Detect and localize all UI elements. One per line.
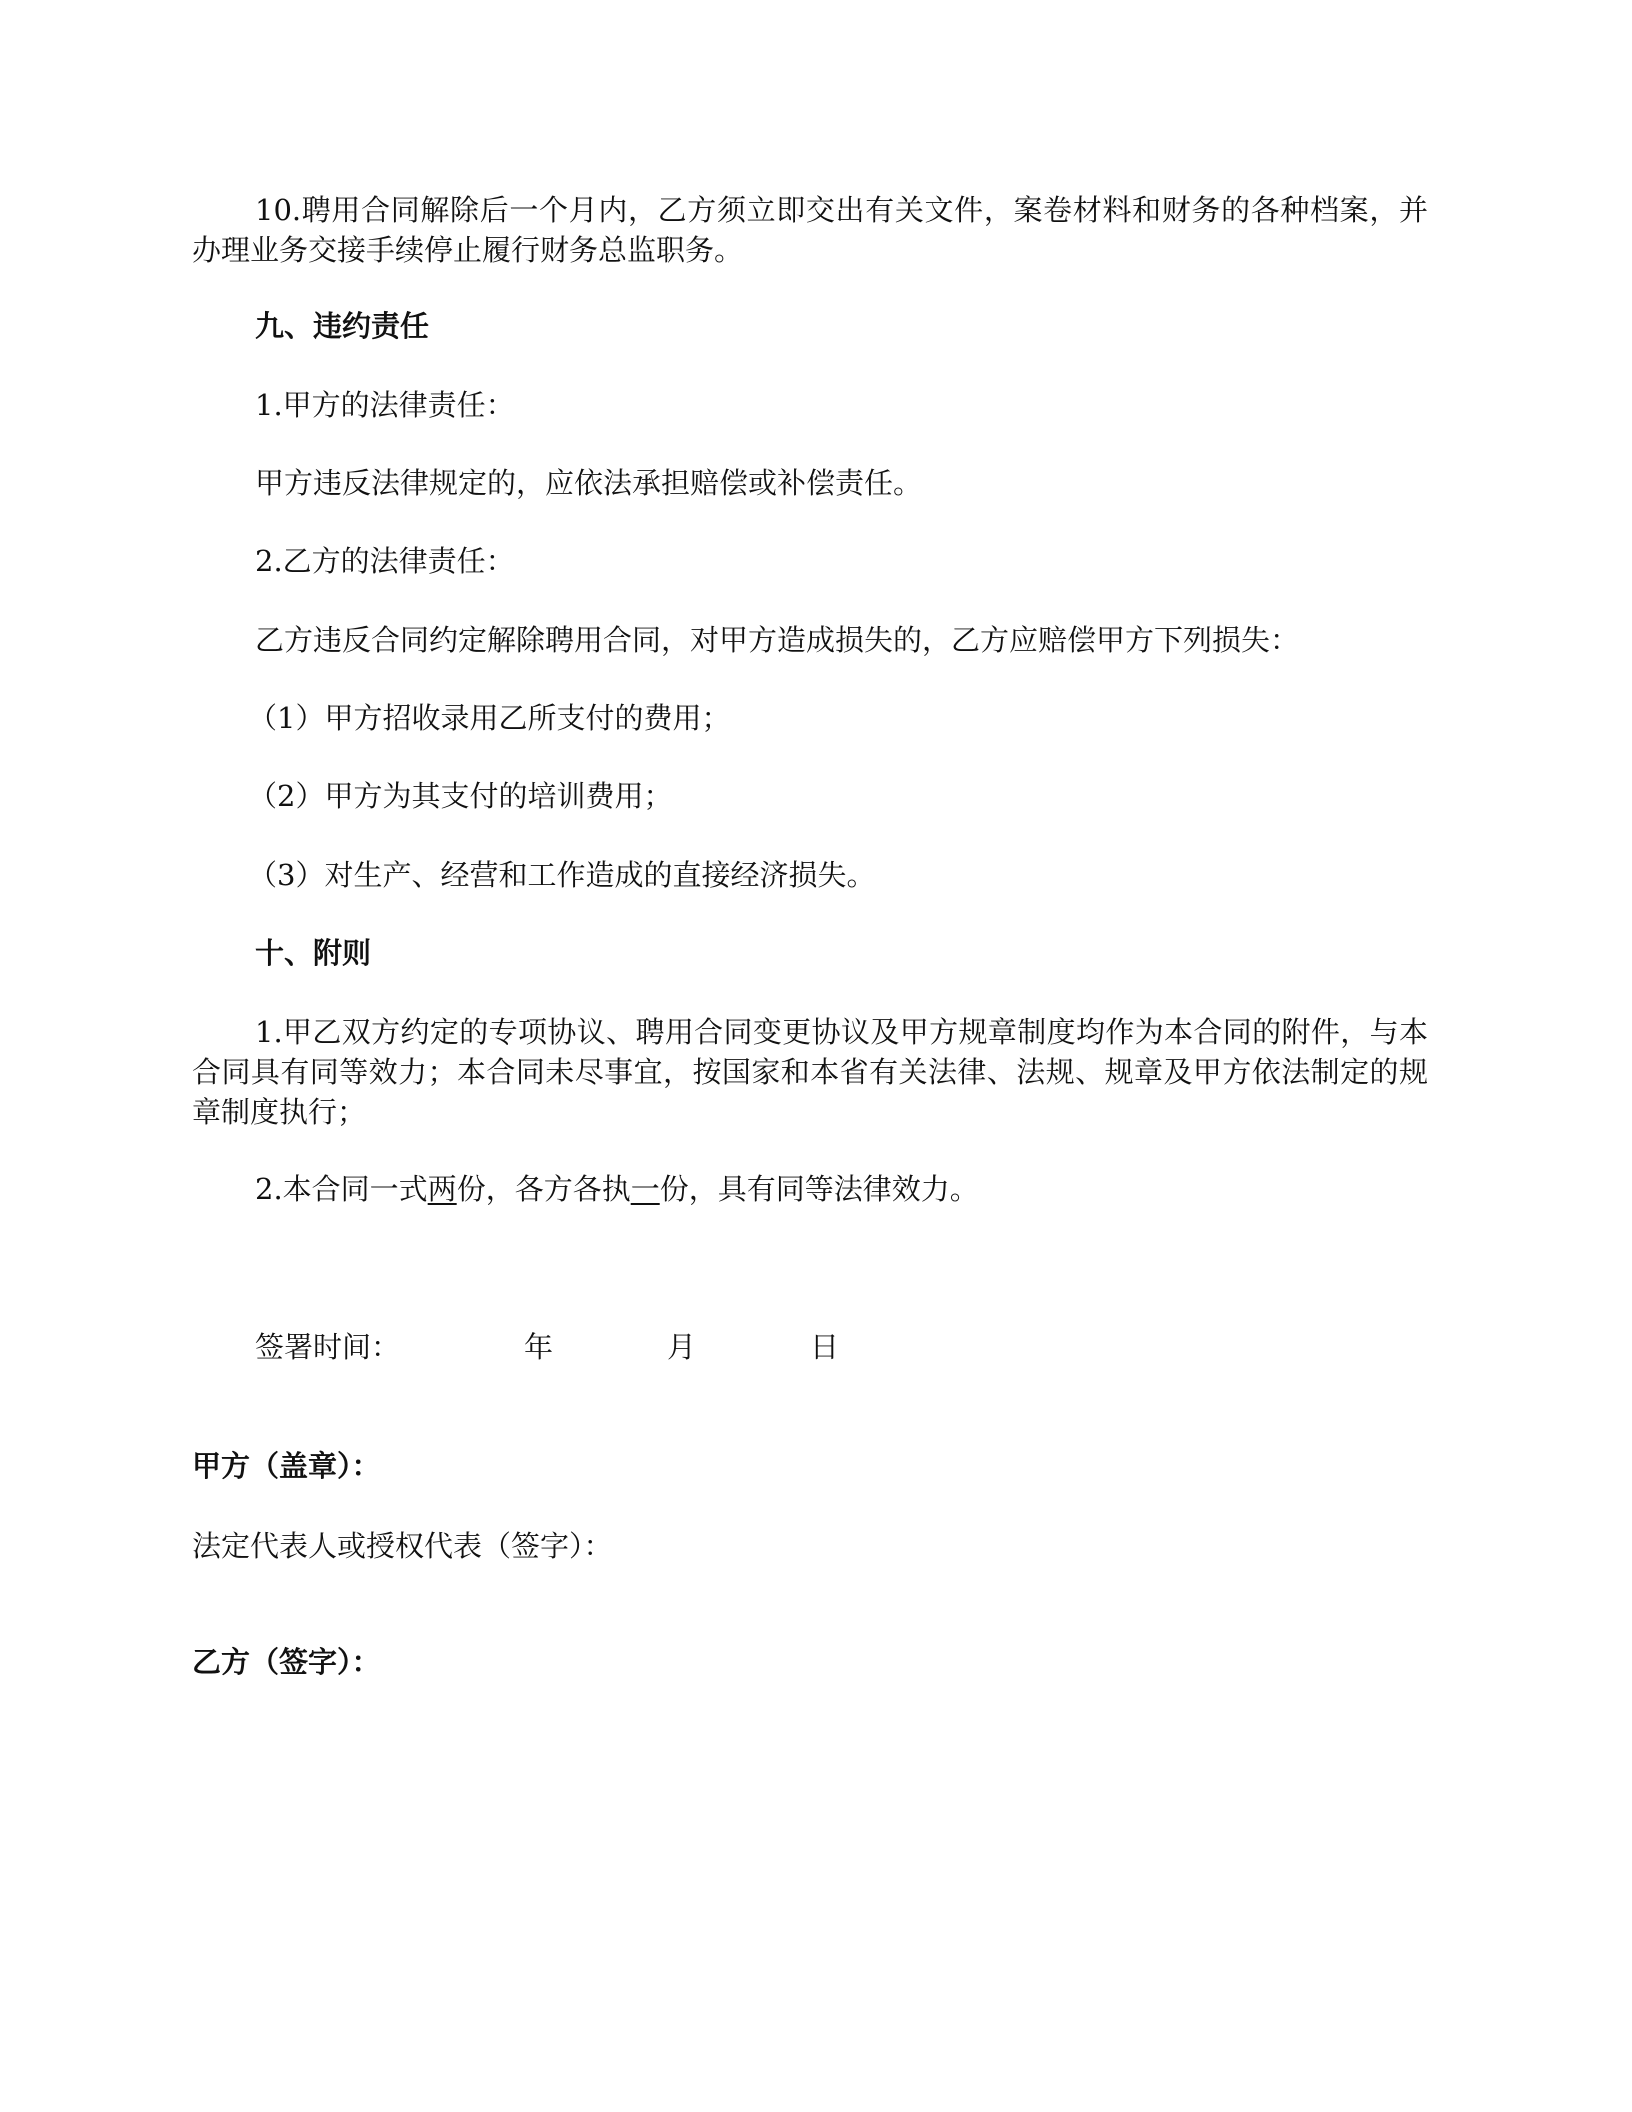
party-a-representative-label: 法定代表人或授权代表（签字）： [192, 1529, 613, 1563]
signing-day-label: 日 [810, 1330, 840, 1364]
section-9-item-1-title: 1.甲方的法律责任： [255, 388, 515, 422]
signing-year-label: 年 [524, 1330, 554, 1364]
section-10-heading: 十、附则 [255, 936, 372, 970]
copies-clause-middle: 份，各方各执 [456, 1172, 631, 1206]
party-a-seal-label: 甲方（盖章）： [192, 1449, 381, 1483]
loss-item-3: （3）对生产、经营和工作造成的直接经济损失。 [248, 858, 876, 892]
loss-item-1: （1）甲方招收录用乙所支付的费用； [248, 701, 731, 735]
copies-each: 一 [630, 1172, 660, 1206]
section-9-heading: 九、违约责任 [255, 309, 430, 343]
signing-month-label: 月 [667, 1330, 697, 1364]
section-9-item-2-title: 2.乙方的法律责任： [255, 544, 515, 578]
copies-count: 两 [427, 1172, 457, 1206]
copies-clause-suffix: 份，具有同等法律效力。 [659, 1172, 979, 1206]
signing-time-label: 签署时间： [255, 1330, 401, 1364]
section-10-item-2 [255, 1169, 979, 1209]
clause-10-text: 10.聘用合同解除后一个月内，乙方须立即交出有关文件，案卷材料和财务的各种档案，并办理业务交接手续停止履行财务总监职务。 [192, 193, 1428, 267]
section-9-item-1-body: 甲方违反法律规定的，应依法承担赔偿或补偿责任。 [255, 466, 923, 500]
copies-clause-prefix: 2.本合同一式 [255, 1172, 428, 1206]
loss-item-2: （2）甲方为其支付的培训费用； [248, 779, 673, 813]
section-10-item-1: 1.甲乙双方约定的专项协议、聘用合同变更协议及甲方规章制度均作为本合同的附件，与本合同具有同等效力；本合同未尽事宜，按国家和本省有关法律、法规、规章及甲方依法制定的规章制度执行； [192, 1015, 1428, 1129]
section-9-item-2-body: 乙方违反合同约定解除聘用合同，对甲方造成损失的，乙方应赔偿甲方下列损失： [255, 623, 1300, 657]
party-b-signature-label: 乙方（签字）： [192, 1645, 381, 1679]
